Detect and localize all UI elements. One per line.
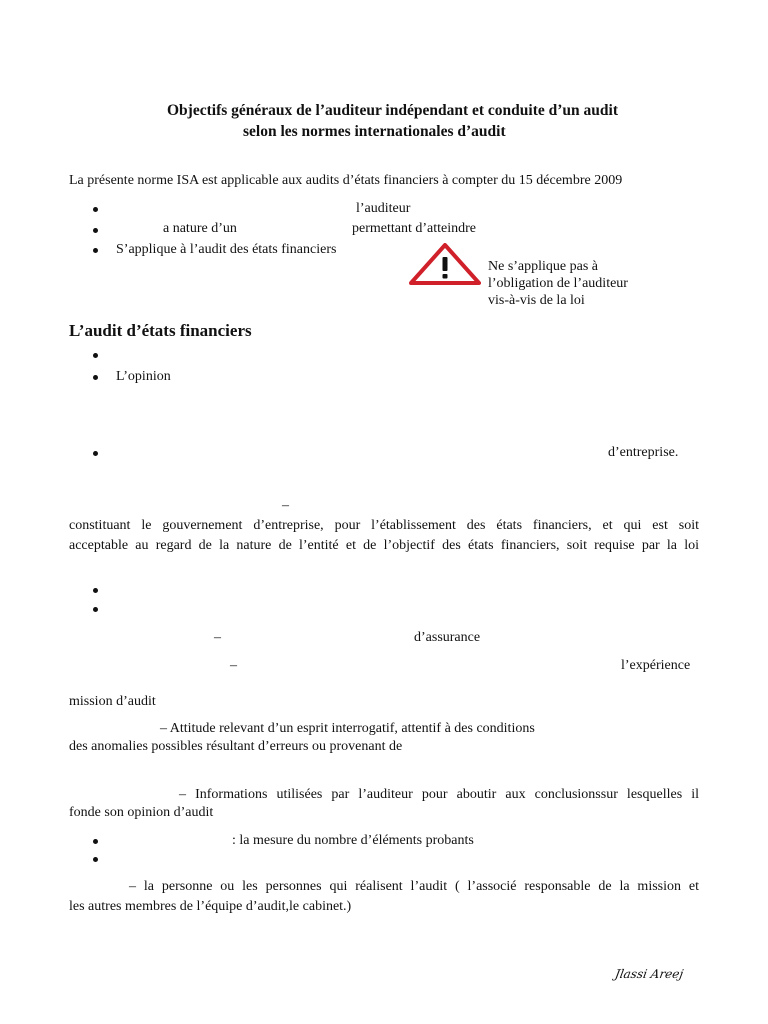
warning-text-line2: l’obligation de l’auditeur (488, 276, 628, 291)
informations-line1: – Informations utilisées par l’auditeur pour aboutir aux conclusionssur lesquelles il (179, 787, 699, 802)
bullet-marker (93, 228, 98, 233)
experience-dash: – (230, 658, 237, 673)
bullet-marker (93, 451, 98, 456)
experience-text: l’expérience (621, 658, 691, 673)
warning-triangle-icon (409, 243, 481, 285)
bullet-text-mesure: : la mesure du nombre d’éléments probants (232, 833, 474, 848)
bullet-text-entreprise: d’entreprise. (608, 445, 679, 460)
bullet-marker (93, 375, 98, 380)
bullet-marker (93, 353, 98, 358)
intro-paragraph: La présente norme ISA est applicable aux audits d’états financiers à compter du 15 décembre 2009 (69, 173, 623, 188)
informations-line2: fonde son opinion d’audit (69, 805, 214, 820)
section-heading: L’audit d’états financiers (69, 321, 252, 340)
warning-text-line3: vis-à-vis de la loi (488, 293, 585, 308)
bullet-text-atteindre: permettant d’atteindre (352, 221, 476, 236)
warning-text-line1: Ne s’applique pas à (488, 259, 599, 274)
paragraph-line1: constituant le gouvernement d’entreprise, pour l’établissement des états financiers, et qui est soit (69, 518, 699, 533)
equipe-line2: les autres membres de l’équipe d’audit,le cabinet.) (69, 899, 352, 914)
assurance-text: d’assurance (414, 630, 481, 645)
dash: – (282, 498, 289, 513)
document-title-line1: Objectifs généraux de l’auditeur indépendant et conduite d’un audit (167, 102, 618, 119)
equipe-line1: – la personne ou les personnes qui réalisent l’audit ( l’associé responsable de la mission et (129, 879, 699, 894)
bullet-text-nature: a nature d’un (163, 221, 237, 236)
paragraph-line2: acceptable au regard de la nature de l’entité et de l’objectif des états financiers, soit requise par la loi (69, 538, 699, 553)
author-signature: Jlassi Areej (613, 967, 685, 981)
bullet-marker (93, 607, 98, 612)
bullet-text-applique: S’applique à l’audit des états financiers (116, 242, 337, 257)
bullet-text-auditeur: l’auditeur (356, 201, 411, 216)
bullet-text-opinion: L’opinion (116, 369, 171, 384)
attitude-line1: – Attitude relevant d’un esprit interrogatif, attentif à des conditions (160, 721, 535, 736)
document-title-line2: selon les normes internationales d’audit (243, 123, 506, 140)
bullet-marker (93, 588, 98, 593)
mission-text: mission d’audit (69, 694, 156, 709)
bullet-marker (93, 207, 98, 212)
attitude-line2: des anomalies possibles résultant d’erreurs ou provenant de (69, 739, 403, 754)
assurance-dash: – (214, 630, 221, 645)
bullet-marker (93, 248, 98, 253)
bullet-marker (93, 839, 98, 844)
bullet-marker (93, 857, 98, 862)
